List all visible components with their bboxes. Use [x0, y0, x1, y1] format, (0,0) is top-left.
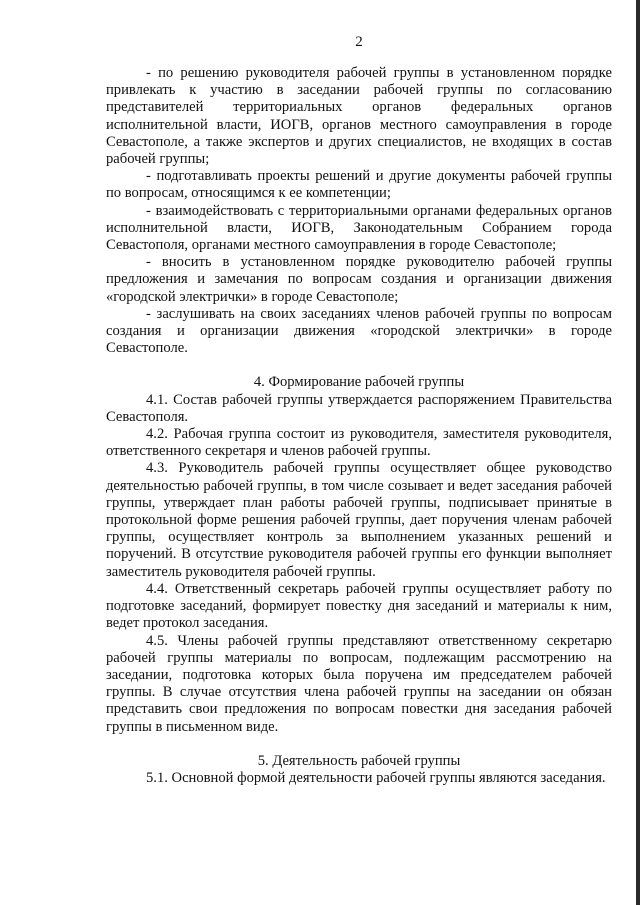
bullet-item: - вносить в установленном порядке руководителю рабочей группы предложения и замечания по вопросам создания и организации движения «городской электрички» в городе Севастополе; [106, 254, 612, 305]
section-paragraph: 4.4. Ответственный секретарь рабочей группы осуществляет работу по подготовке заседаний, формирует повестку дня заседаний и материалы к ним, ведет протокол заседания. [106, 580, 612, 632]
section-paragraph: 4.5. Члены рабочей группы представляют ответственному секретарю рабочей группы материалы по вопросам, подлежащим рассмотрению на заседании, подготовка которых была поручена им председателем рабочей группы. В случае отсутствия члена рабочей группы на заседании он обязан представить свои предложения по вопросам повестки дня заседания рабочей группы в письменном виде. [106, 632, 612, 735]
bullet-item: - по решению руководителя рабочей группы в установленном порядке привлекать к участию в заседании рабочей группы по согласованию представителей территориальных органов федеральных органов исполнительной власти, ИОГВ, органов местного самоуправления в городе Севастополе, а также экспертов и других специалистов, не входящих в состав рабочей группы; [106, 65, 612, 168]
section-paragraph: 4.2. Рабочая группа состоит из руководителя, заместителя руководителя, ответственного секретаря и членов рабочей группы. [106, 426, 612, 460]
spacer [106, 736, 612, 753]
page-edge-shadow [636, 0, 640, 905]
section-heading: 4. Формирование рабочей группы [253, 374, 465, 391]
spacer [106, 357, 612, 374]
section-paragraph: 4.1. Состав рабочей группы утверждается распоряжением Правительства Севастополя. [106, 391, 612, 425]
bullet-item: - взаимодействовать с территориальными органами федеральных органов исполнительной власти, ИОГВ, Законодательным Собранием города Севастополя, органами местного самоуправления в городе Севастополе; [106, 202, 612, 254]
section-paragraph: 5.1. Основной формой деятельности рабочей группы являются заседания. [146, 769, 606, 786]
section-heading: 5. Деятельность рабочей группы [257, 752, 461, 769]
bullet-item: - подготавливать проекты решений и другие документы рабочей группы по вопросам, относящимся к ее компетенции; [106, 168, 612, 202]
section-paragraph: 4.3. Руководитель рабочей группы осуществляет общее руководство деятельностью рабочей группы, в том числе созывает и ведет заседания рабочей группы, утверждает план работы рабочей группы, подписывает принятые в протокольной форме решения рабочей группы, дает поручения членам рабочей группы, осуществляет контроль за выполнением указанных решений и поручений. В отсутствие руководителя рабочей группы его функции выполняет заместитель руководителя рабочей группы. [106, 460, 612, 580]
bullet-item: - заслушивать на своих заседаниях членов рабочей группы по вопросам создания и организации движения «городской электрички» в городе Севастополе. [106, 305, 612, 357]
page-number: 2 [355, 34, 363, 50]
